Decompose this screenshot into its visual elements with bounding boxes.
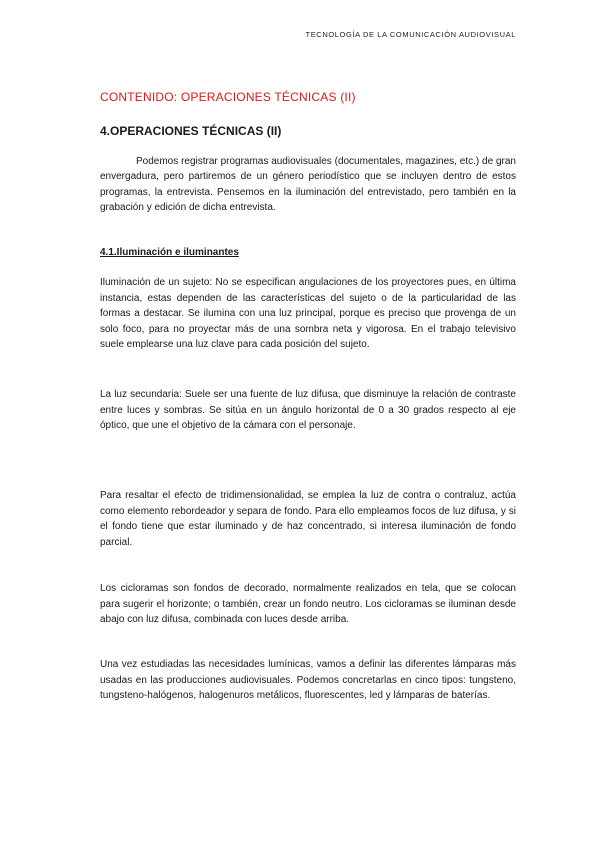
subsection-title: 4.1.Iluminación e iluminantes xyxy=(100,247,239,258)
intro-paragraph xyxy=(100,154,516,215)
running-header: TECNOLOGÍA DE LA COMUNICACIÓN AUDIOVISUAL xyxy=(305,30,516,39)
paragraph: Para resaltar el efecto de tridimensionalidad, se emplea la luz de contra o contraluz, actúa como elemento rebordeador y separa de fondo. Para ello empleamos focos de luz difusa, y si el fondo tiene que estar iluminado y de haz concentrado, si interesa iluminación de fondo parcial. xyxy=(100,490,516,548)
paragraph: La luz secundaria: Suele ser una fuente de luz difusa, que disminuye la relación de contraste entre luces y sombras. Se sitúa en un ángulo horizontal de 0 a 30 grados respecto al eje óptico, que une el objetivo de la cámara con el personaje. xyxy=(100,389,516,431)
section-title: 4.OPERACIONES TÉCNICAS (II) xyxy=(100,124,282,138)
intro-text: Podemos registrar programas audiovisuales (documentales, magazines, etc.) de gran envergadura, pero partiremos de un género periodístico que se incluyen dentro de estos programas, la entrevista. Pensemos en la iluminación del entrevistado, pero también en la grabación y edición de dicha entrevista. xyxy=(100,156,516,213)
paragraph: Iluminación de un sujeto: No se especifican angulaciones de los proyectores pues, en última instancia, estas dependen de las características del sujeto o de la particularidad de las formas a destacar. Se ilumina con una luz principal, porque es preciso que provenga de un solo foco, para no proyectar más de una sombra neta y vigorosa. En el trabajo televisivo suele emplearse una luz clave para cada posición del sujeto. xyxy=(100,277,516,350)
paragraph: Una vez estudiadas las necesidades lumínicas, vamos a definir las diferentes lámparas más usadas en las producciones audiovisuales. Podemos concretarlas en cinco tipos: tungsteno, tungsteno-halógenos, halogenuros metálicos, fluorescentes, led y lámparas de baterías. xyxy=(100,659,516,701)
paragraph: Los cicloramas son fondos de decorado, normalmente realizados en tela, que se colocan para sugerir el horizonte; o también, crear un fondo neutro. Los cicloramas se iluminan desde abajo con luz difusa, combinada con luces desde arriba. xyxy=(100,583,516,625)
content-title: CONTENIDO: OPERACIONES TÉCNICAS (II) xyxy=(100,90,356,104)
